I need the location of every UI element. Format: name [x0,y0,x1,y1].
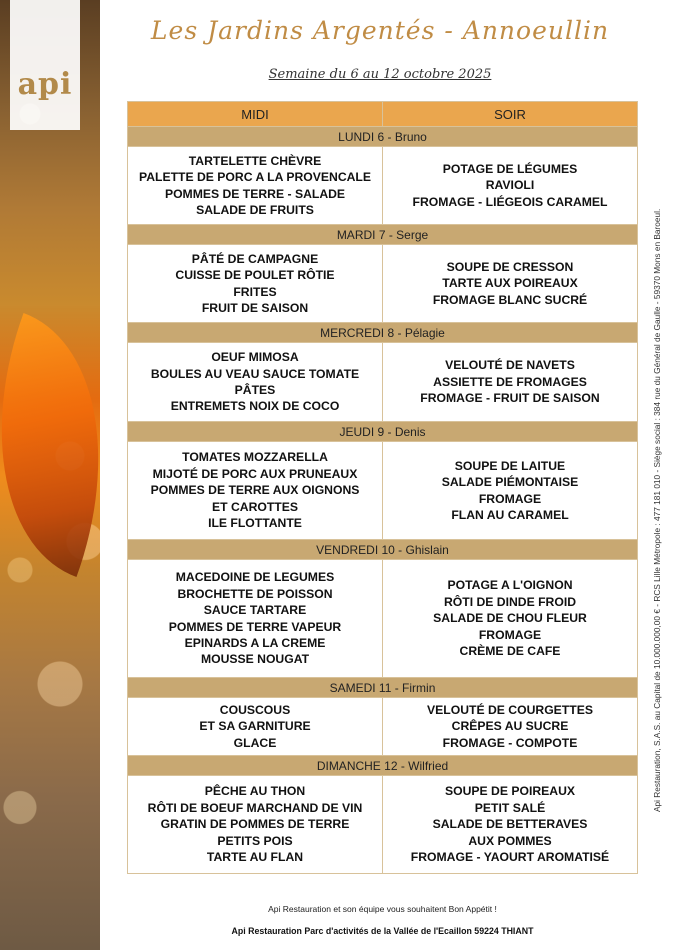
menu-item: SOUPE DE POIREAUX [444,784,576,799]
menu-item: SALADE PIÉMONTAISE [441,475,579,490]
day-label: SAMEDI 11 - Firmin [128,678,638,698]
menu-item: FRITES [233,284,277,299]
menu-item: CRÊPES AU SUCRE [451,719,569,734]
day-row [128,422,638,442]
menu-item: PETITS POIS [217,833,293,848]
menu-item: PÂTES [234,383,276,397]
menu-item: OEUF MIMOSA [211,350,299,365]
menu-table [127,101,638,874]
menu-item: AUX POMMES [468,833,552,848]
day-label: VENDREDI 10 - Ghislain [128,540,638,560]
menu-item: VELOUTÉ DE NAVETS [445,358,575,373]
menu-item: POMMES DE TERRE - SALADE [164,186,346,201]
logo-text: api [17,67,73,102]
menu-item: CUISSE DE POULET RÔTIE [175,268,335,283]
day-row [128,540,638,560]
menu-item: SALADE DE FRUITS [196,202,314,217]
menu-item: SAUCE TARTARE [203,603,307,618]
midi-menu-cell [128,245,383,323]
week-text: Semaine du 6 au 12 octobre 2025 [268,67,492,82]
day-label: MARDI 7 - Serge [128,225,638,245]
menu-item: ASSIETTE DE FROMAGES [433,374,587,389]
day-row [128,323,638,343]
midi-menu-cell [128,560,383,678]
menu-item: FROMAGE - LIÉGEOIS CARAMEL [412,194,608,209]
meals-row [128,442,638,540]
column-midi: MIDI [128,102,383,127]
menu-item: RÔTI DE BOEUF MARCHAND DE VIN [147,800,363,815]
menu-item: PETIT SALÉ [474,800,546,815]
day-row [128,756,638,776]
menu-item: FROMAGE - COMPOTE [442,735,578,750]
midi-menu-cell [128,147,383,225]
menu-item: POMMES DE TERRE AUX OIGNONS [150,483,360,498]
column-soir: SOIR [383,102,638,127]
meals-row [128,343,638,422]
day-label: JEUDI 9 - Denis [128,422,638,442]
menu-item: SALADE DE BETTERAVES [432,817,588,832]
soir-menu-cell [383,776,638,874]
menu-item: ET CAROTTES [212,499,298,514]
day-row [128,127,638,147]
menu-item: RAVIOLI [485,178,535,193]
midi-menu-cell [128,343,383,422]
menu-body [128,127,638,874]
meals-row [128,698,638,756]
menu-header-row [128,102,638,127]
menu-item: ET SA GARNITURE [199,719,311,734]
menu-item: ENTREMETS NOIX DE COCO [170,399,340,414]
footer-address: Api Restauration Parc d'activités de la Vallée de l'Ecaillon 59224 THIANT [231,926,534,936]
menu-item: TARTE AU FLAN [206,850,304,865]
midi-menu-cell [128,776,383,874]
soir-menu-cell [383,442,638,540]
menu-item: PÊCHE AU THON [204,784,306,799]
day-label: DIMANCHE 12 - Wilfried [128,756,638,776]
day-label: LUNDI 6 - Bruno [128,127,638,147]
menu-item: TARTE AUX POIREAUX [442,276,578,291]
menu-item: EPINARDS A LA CREME [184,635,326,650]
menu-item: MIJOTÉ DE PORC AUX PRUNEAUX [152,466,358,481]
menu-item: FROMAGE [478,491,542,506]
menu-item: MACEDOINE DE LEGUMES [175,570,335,585]
menu-item: FROMAGE - YAOURT AROMATISÉ [410,850,610,865]
menu-item: PALETTE DE PORC A LA PROVENCALE [138,170,372,185]
menu-item: FROMAGE - FRUIT DE SAISON [420,391,600,406]
midi-menu-cell [128,442,383,540]
menu-item: ILE FLOTTANTE [208,516,302,531]
menu-item: GLACE [233,735,277,750]
soir-menu-cell [383,245,638,323]
menu-item: SALADE DE CHOU FLEUR [433,611,587,626]
page-title: Les Jardins Argentés - Annoeullin [150,16,610,45]
soir-menu-cell [383,698,638,756]
meals-row [128,776,638,874]
menu-item: FRUIT DE SAISON [201,300,309,315]
menu-item: FROMAGE BLANC SUCRÉ [432,292,588,307]
menu-item: PÂTÉ DE CAMPAGNE [191,251,319,266]
day-row [128,678,638,698]
meals-row [128,560,638,678]
menu-item: POTAGE A L'OIGNON [447,578,573,593]
menu-item: POMMES DE TERRE VAPEUR [168,619,342,634]
menu-item: BOULES AU VEAU SAUCE TOMATE [150,366,360,381]
menu-item: BROCHETTE DE POISSON [177,586,333,601]
menu-item: TARTELETTE CHÈVRE [188,153,322,168]
day-label: MERCREDI 8 - Pélagie [128,323,638,343]
meals-row [128,245,638,323]
menu-item: SOUPE DE LAITUE [454,458,566,473]
menu-item: GRATIN DE POMMES DE TERRE [160,817,350,832]
api-logo [10,0,80,130]
menu-item: POTAGE DE LÉGUMES [442,161,578,176]
menu-item: TOMATES MOZZARELLA [182,450,328,465]
menu-item: MOUSSE NOUGAT [200,652,310,667]
legal-notice: Api Restauration, S.A.S. au Capital de 10.000.000,00 € - RCS Lille Métropole : 477 181 010 - Siège social : 384 rue du Général de Gaulle - 59370 Mons en Baroeul. [652,208,662,812]
decorative-autumn-strip [0,0,100,950]
soir-menu-cell [383,147,638,225]
week-subtitle [120,67,640,82]
soir-menu-cell [383,343,638,422]
meals-row [128,147,638,225]
day-row [128,225,638,245]
soir-menu-cell [383,560,638,678]
menu-item: CRÈME DE CAFE [459,644,561,659]
menu-item: VELOUTÉ DE COURGETTES [427,702,593,717]
midi-menu-cell [128,698,383,756]
menu-item: FROMAGE [478,627,542,642]
footer-wish: Api Restauration et son équipe vous souhaitent Bon Appétit ! [268,904,497,914]
menu-item: SOUPE DE CRESSON [446,259,574,274]
menu-item: FLAN AU CARAMEL [451,507,569,522]
menu-item: COUSCOUS [219,702,291,717]
menu-item: RÔTI DE DINDE FROID [443,594,577,609]
